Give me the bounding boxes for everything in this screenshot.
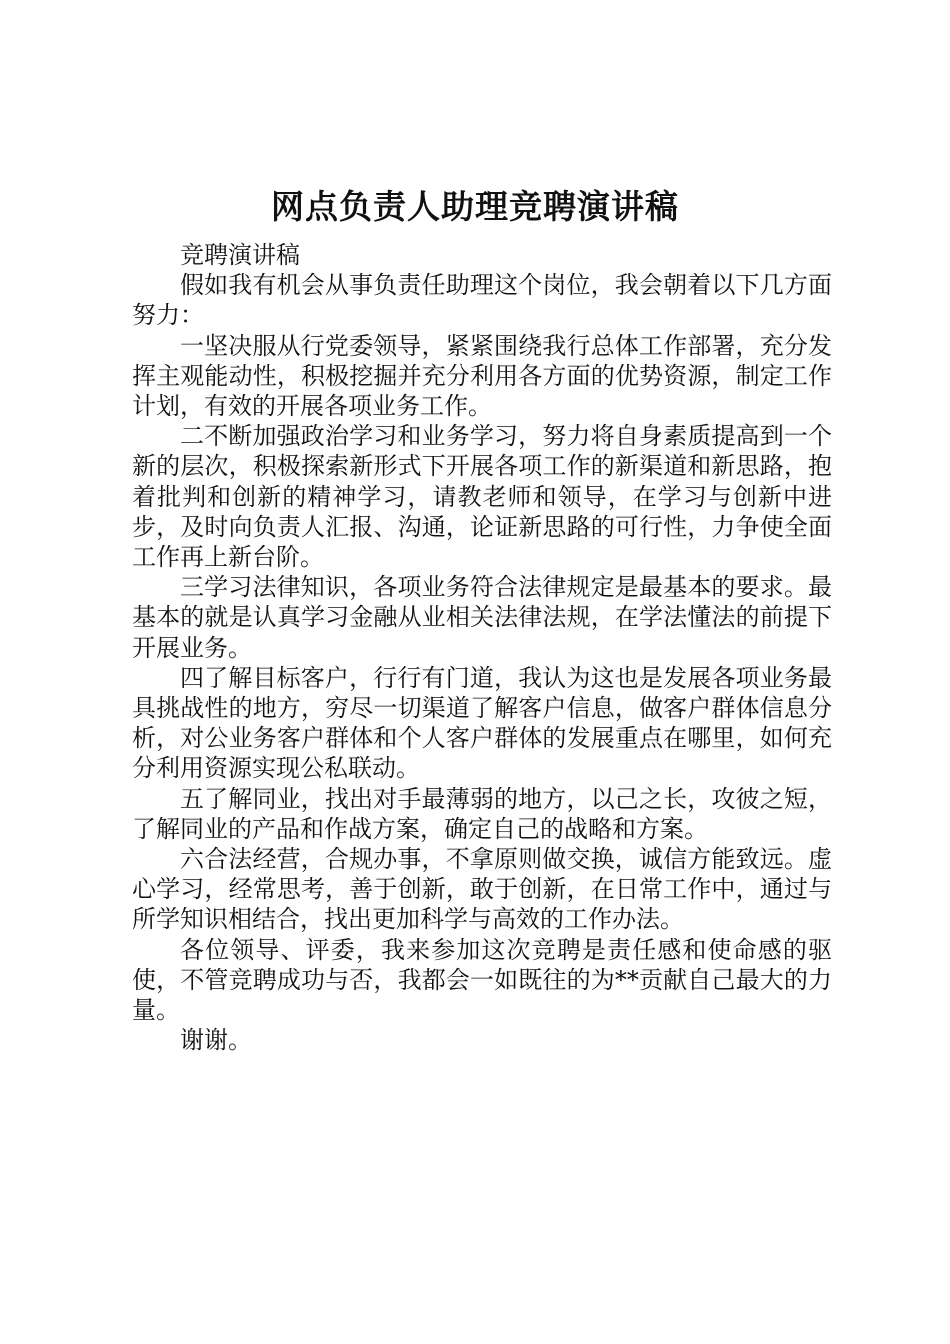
paragraph-thanks: 谢谢。 xyxy=(180,1026,252,1055)
paragraph-point-3: 三学习法律知识，各项业务符合法律规定是最基本的要求。最基本的就是认真学习金融从业相关法律法规，在学法懂法的前提下开展业务。 xyxy=(132,573,832,662)
paragraph-point-2: 二不断加强政治学习和业务学习，努力将自身素质提高到一个新的层次，积极探索新形式下开展各项工作的新渠道和新思路，抱着批判和创新的精神学习，请教老师和领导，在学习与创新中进步，及时向负责人汇报、沟通，论证新思路的可行性，力争使全面工作再上新台阶。 xyxy=(132,422,832,572)
paragraph-closing: 各位领导、评委，我来参加这次竞聘是责任感和使命感的驱使，不管竞聘成功与否，我都会一如既往的为**贡献自己最大的力量。 xyxy=(132,935,832,1025)
paragraph-point-1: 一坚决服从行党委领导，紧紧围绕我行总体工作部署，充分发挥主观能动性，积极挖掘并充分利用各方面的优势资源，制定工作计划，有效的开展各项业务工作。 xyxy=(132,331,832,421)
paragraph-point-4: 四了解目标客户，行行有门道，我认为这也是发展各项业务最具挑战性的地方，穷尽一切渠道了解客户信息，做客户群体信息分析，对公业务客户群体和个人客户群体的发展重点在哪里，如何充分利用资源实现公私联动。 xyxy=(132,663,832,783)
paragraph-point-5: 五了解同业，找出对手最薄弱的地方，以己之长，攻彼之短，了解同业的产品和作战方案，确定自己的战略和方案。 xyxy=(132,784,832,843)
paragraph-subtitle: 竞聘演讲稿 xyxy=(180,241,300,269)
document-body xyxy=(132,240,832,1055)
document-title: 网点负责人助理竞聘演讲稿 xyxy=(271,187,679,226)
paragraph-intro: 假如我有机会从事负责任助理这个岗位，我会朝着以下几方面努力： xyxy=(132,271,832,330)
paragraph-point-6: 六合法经营，合规办事，不拿原则做交换，诚信方能致远。虚心学习，经常思考，善于创新，敢于创新，在日常工作中，通过与所学知识相结合，找出更加科学与高效的工作办法。 xyxy=(132,845,832,934)
